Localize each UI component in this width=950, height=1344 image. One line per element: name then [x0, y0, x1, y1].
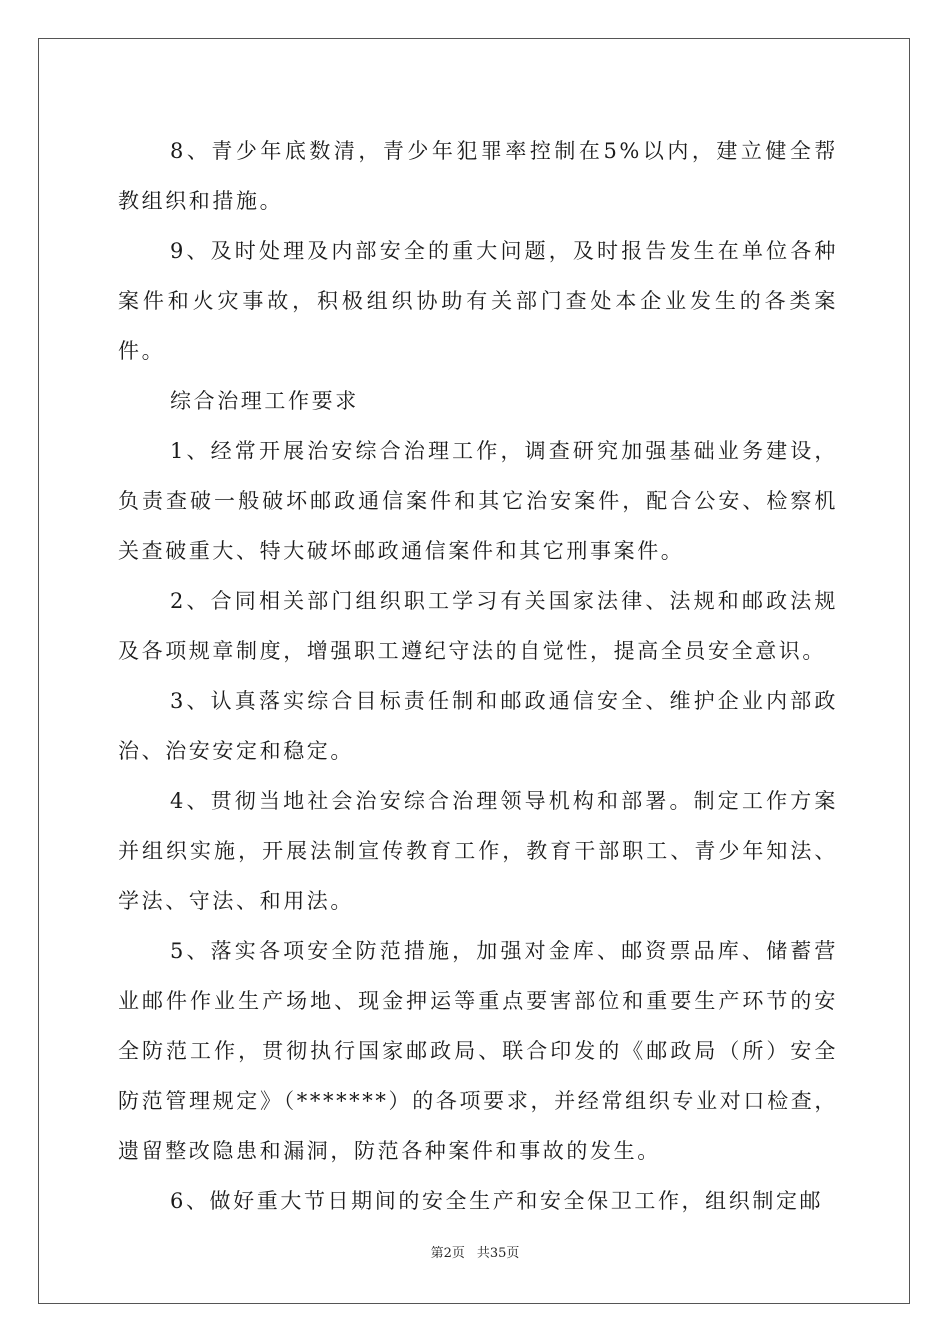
paragraph-item-1: 1、经常开展治安综合治理工作，调查研究加强基础业务建设，负责查破一般破坏邮政通信案件和其它治安案件，配合公安、检察机关查破重大、特大破坏邮政通信案件和其它刑事案件。: [118, 439, 838, 563]
paragraph-item-3: 3、认真落实综合目标责任制和邮政通信安全、维护企业内部政治、治安安定和稳定。: [118, 689, 838, 763]
paragraph-item-2: 2、合同相关部门组织职工学习有关国家法律、法规和邮政法规及各项规章制度，增强职工遵纪守法的自觉性，提高全员安全意识。: [118, 589, 838, 663]
paragraph-item-6: 6、做好重大节日期间的安全生产和安全保卫工作，组织制定邮: [170, 1189, 824, 1213]
page-number-total: 共35页: [476, 1246, 520, 1261]
page-footer: [0, 1244, 950, 1264]
page-number-current: 第2页: [430, 1246, 465, 1261]
paragraph-item-4: 4、贯彻当地社会治安综合治理领导机构和部署。制定工作方案并组织实施，开展法制宣传教育工作，教育干部职工、青少年知法、学法、守法、和用法。: [118, 789, 838, 913]
paragraph-item-9: 9、及时处理及内部安全的重大问题，及时报告发生在单位各种案件和火灾事故，积极组织协助有关部门查处本企业发生的各类案件。: [118, 239, 838, 363]
document-body: [118, 126, 838, 1226]
section-heading: 综合治理工作要求: [170, 389, 359, 413]
paragraph-item-5: 5、落实各项安全防范措施，加强对金库、邮资票品库、储蓄营业邮件作业生产场地、现金押运等重点要害部位和重要生产环节的安全防范工作，贯彻执行国家邮政局、联合印发的《邮政局（所）安全防范管理规定》（*******）的各项要求，并经常组织专业对口检查，遗留整改隐患和漏洞，防范各种案件和事故的发生。: [118, 939, 838, 1163]
paragraph-item-8: 8、青少年底数清，青少年犯罪率控制在5%以内，建立健全帮教组织和措施。: [118, 139, 838, 213]
